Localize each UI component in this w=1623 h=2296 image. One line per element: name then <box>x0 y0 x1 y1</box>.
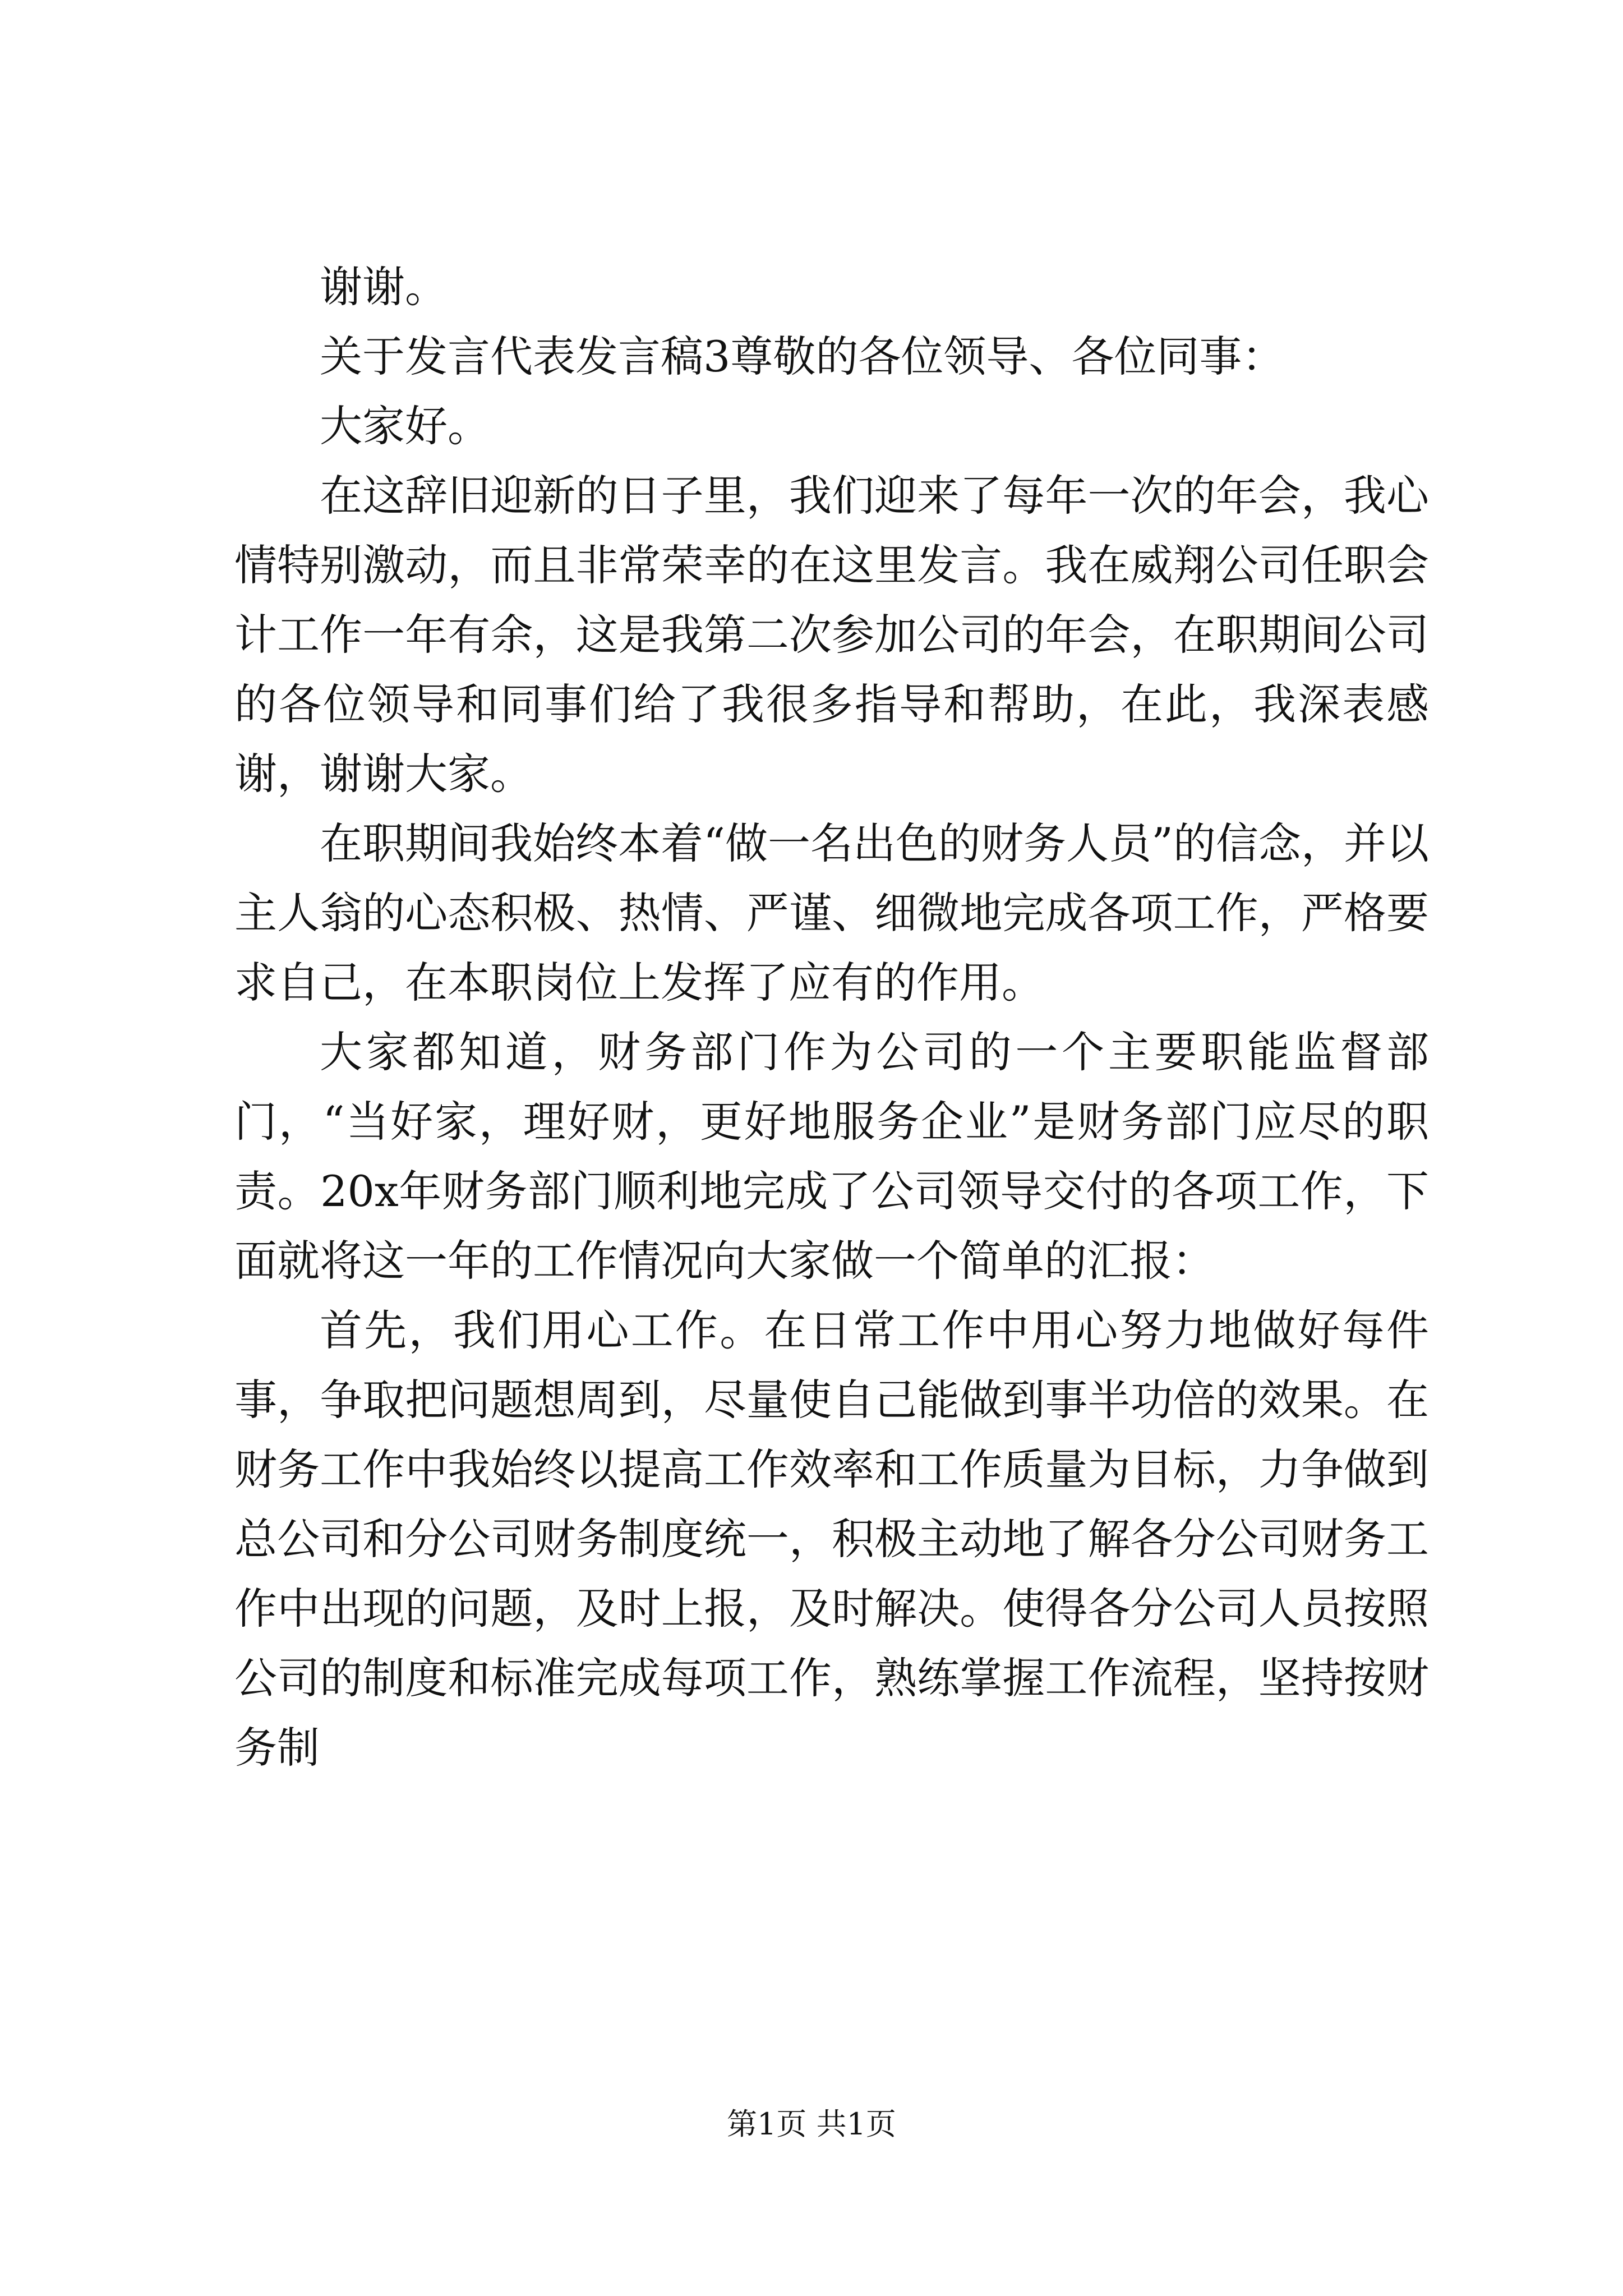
page-number-label: 第1页 共1页 <box>727 2106 896 2142</box>
document-body <box>234 252 1429 1783</box>
paragraph-6: 大家都知道，财务部门作为公司的一个主要职能监督部门，“当好家，理好财，更好地服务企业”是财务部门应尽的职责。20x年财务部门顺利地完成了公司领导交付的各项工作，下面就将这一年的工作情况向大家做一个简单的汇报： <box>234 1027 1429 1286</box>
paragraph-3: 大家好。 <box>320 401 490 451</box>
page-footer <box>0 2105 1623 2144</box>
paragraph-4: 在这辞旧迎新的日子里，我们迎来了每年一次的年会，我心情特别激动，而且非常荣幸的在这里发言。我在威翔公司任职会计工作一年有余，这是我第二次参加公司的年会，在职期间公司的各位领导和同事们给了我很多指导和帮助，在此，我深表感谢，谢谢大家。 <box>234 471 1429 799</box>
paragraph-1: 谢谢。 <box>320 262 448 312</box>
paragraph-2: 关于发言代表发言稿3尊敬的各位领导、各位同事： <box>320 332 1285 381</box>
paragraph-7: 首先，我们用心工作。在日常工作中用心努力地做好每件事，争取把问题想周到，尽量使自己能做到事半功倍的效果。在财务工作中我始终以提高工作效率和工作质量为目标，力争做到总公司和分公司财务制度统一，积极主动地了解各分公司财务工作中出现的问题，及时上报，及时解决。使得各分公司人员按照公司的制度和标准完成每项工作，熟练掌握工作流程，坚持按财务制 <box>234 1305 1429 1773</box>
paragraph-5: 在职期间我始终本着“做一名出色的财务人员”的信念，并以主人翁的心态积极、热情、严谨、细微地完成各项工作，严格要求自己，在本职岗位上发挥了应有的作用。 <box>234 818 1429 1007</box>
